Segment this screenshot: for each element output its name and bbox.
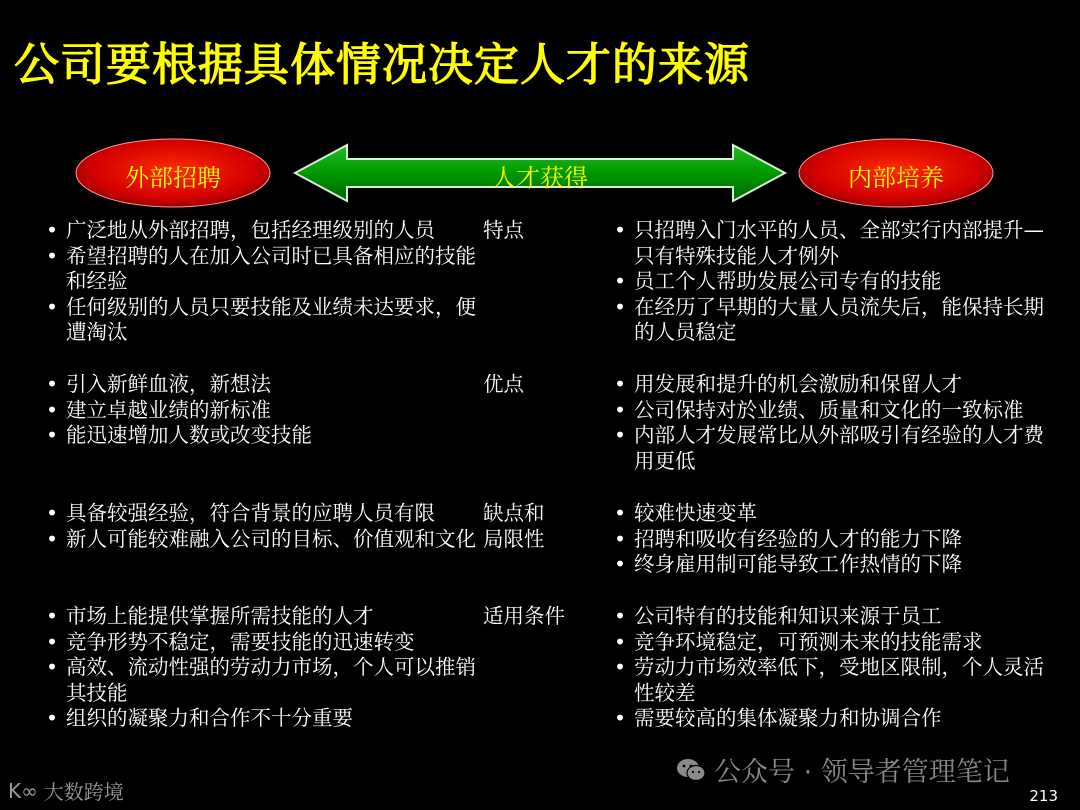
category-label: 特点 [483,218,524,242]
list-item: • 任何级别的人员只要技能及业绩未达要求，便遭淘汰 [45,294,476,344]
list-item: • 员工个人帮助发展公司专有的技能 [613,269,942,293]
internal-list [610,372,1050,474]
list-item: • 内部人才发展常比从外部吸引有经验的人才费用更低 [613,423,1044,473]
list-item: • 只招聘入门水平的人员、全部实行内部提升—只有特殊技能人才例外 [613,218,1044,268]
list-item: • 用发展和提升的机会激励和保留人才 [613,372,962,396]
internal-list [610,604,1050,732]
list-item: • 能迅速增加人数或改变技能 [45,423,312,447]
wechat-watermark [676,750,1010,789]
wechat-icon [676,757,706,783]
list-item: • 引入新鲜血液，新想法 [45,372,271,396]
arrow-label: 人才获得 [492,164,588,192]
list-item: • 希望招聘的人在加入公司时已具备相应的技能和经验 [45,243,476,293]
list-item: • 公司特有的技能和知识来源于员工 [613,604,942,628]
list-item: • 劳动力市场效率低下，受地区限制，个人灵活性较差 [613,655,1044,705]
external-list [42,218,482,346]
right-oval-label: 内部培养 [848,164,944,192]
external-list [42,501,482,552]
list-item: • 终身雇用制可能导致工作热情的下降 [613,552,962,576]
list-item: • 竞争环境稳定，可预测未来的技能需求 [613,629,983,654]
brand-mark [8,776,124,805]
category-label: 缺点和局限性 [483,501,545,551]
external-list [42,604,482,732]
list-item: • 新人可能较难融入公司的目标、价值观和文化 [45,526,476,551]
list-item: • 组织的凝聚力和合作不十分重要 [45,706,353,730]
internal-list [610,218,1050,346]
list-item: • 招聘和吸收有经验的人才的能力下降 [613,526,962,551]
watermark-text: 公众号 · 领导者管理笔记 [714,757,1010,788]
list-item: • 高效、流动性强的劳动力市场，个人可以推销其技能 [45,655,476,705]
brand-name: 大数跨境 [43,780,124,804]
list-item: • 建立卓越业绩的新标准 [45,397,271,422]
brand-logo-icon: K∞ [8,778,38,803]
internal-list [610,501,1050,578]
left-oval-label: 外部招聘 [125,164,221,192]
list-item: • 需要较高的集体凝聚力和协调合作 [613,706,942,730]
page-number: 213 [1029,787,1058,805]
list-item: • 竞争形势不稳定，需要技能的迅速转变 [45,629,415,654]
list-item: • 广泛地从外部招聘，包括经理级别的人员 [45,218,435,242]
category-label: 适用条件 [483,604,565,628]
list-item: • 市场上能提供掌握所需技能的人才 [45,604,374,628]
list-item: • 公司保持对於业绩、质量和文化的一致标准 [613,397,1024,422]
external-list [42,372,482,449]
category-label: 优点 [483,372,524,396]
list-item: • 在经历了早期的大量人员流失后，能保持长期的人员稳定 [613,294,1044,344]
list-item: • 较难快速变革 [613,501,757,525]
slide-title: 公司要根据具体情况决定人才的来源 [14,38,751,91]
list-item: • 具备较强经验，符合背景的应聘人员有限 [45,501,435,525]
